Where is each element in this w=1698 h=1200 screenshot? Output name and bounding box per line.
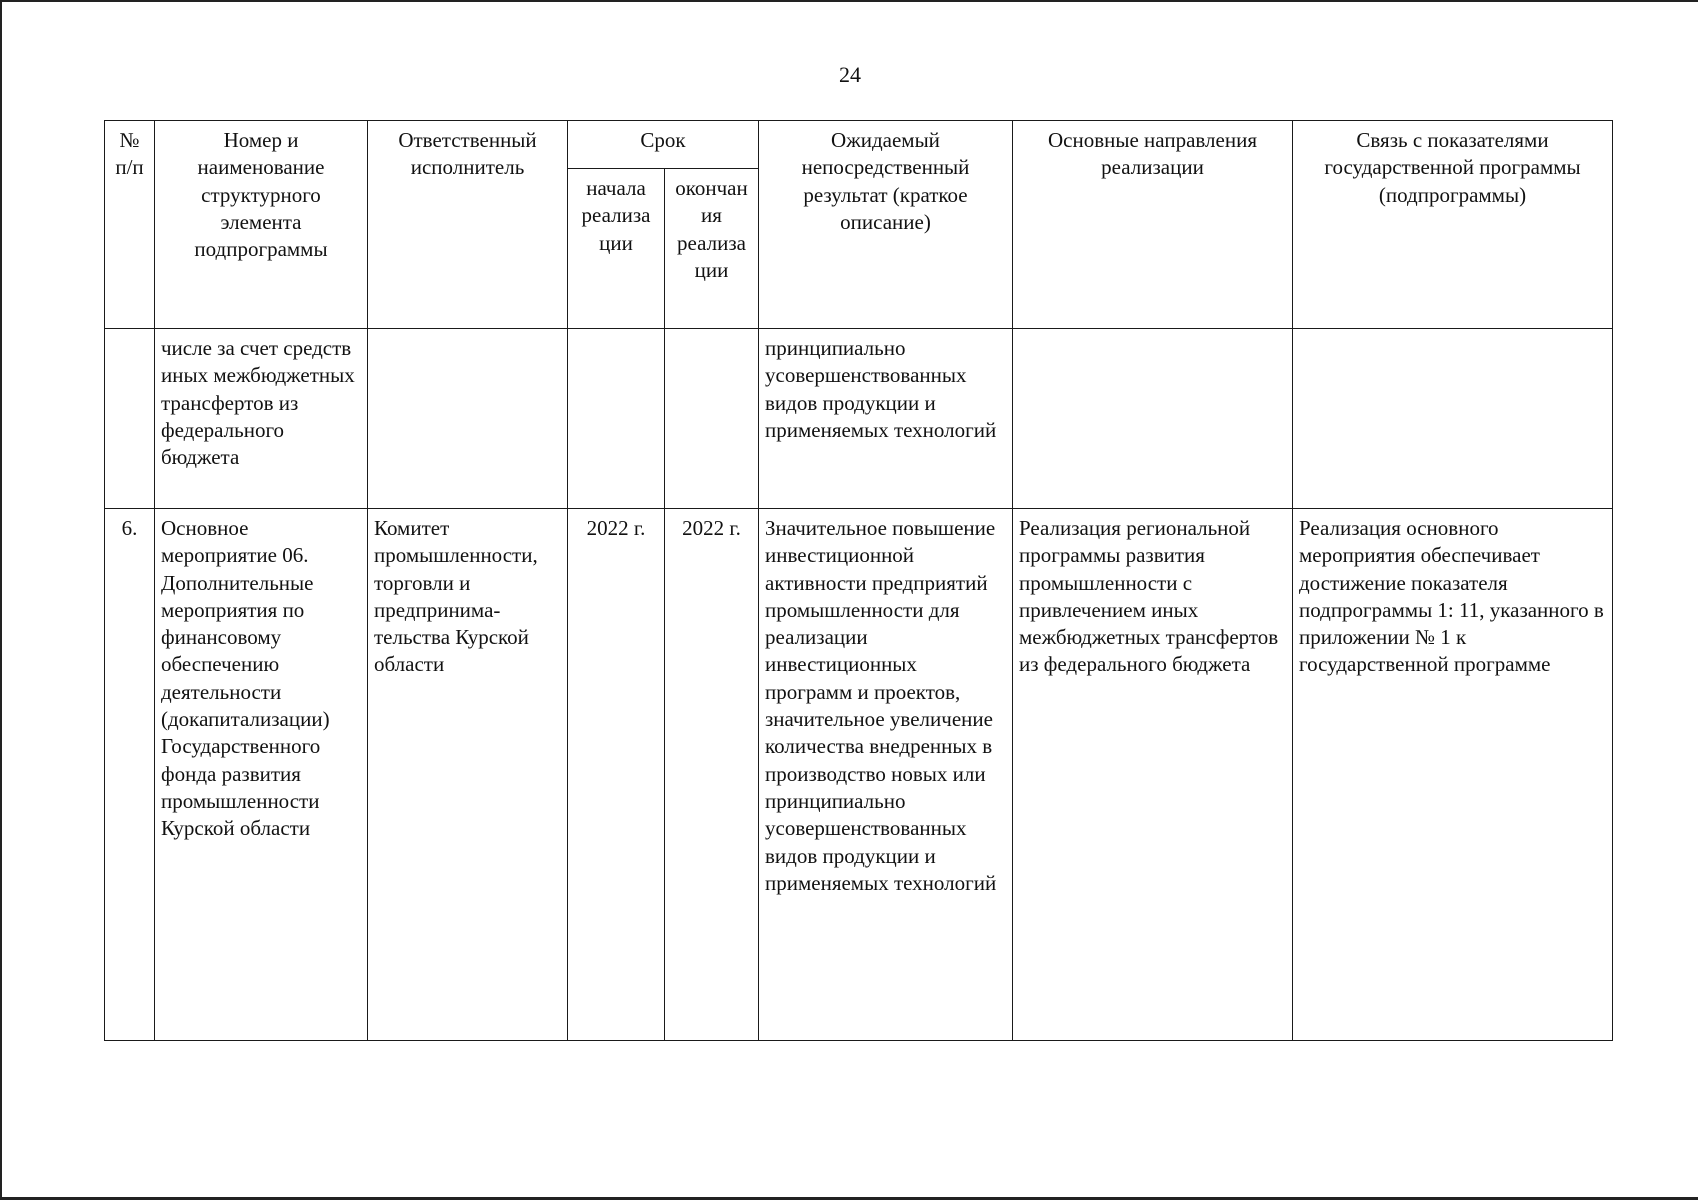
header-num: № п/п [105,121,155,329]
table-header-row [105,121,1613,169]
activities-table [104,120,1613,1041]
row-executor [368,329,568,509]
table-row [105,329,1613,509]
header-term: Срок [568,121,759,169]
row-start: 2022 г. [568,509,665,1041]
row-directions: Реализация региональной программы развития промышленности с привлечением иных межбюджетных трансфертов из федерального бюджета [1013,509,1293,1041]
header-end: окончан ия реализа ции [665,169,759,329]
header-result: Ожидаемый непосредственный результат (краткое описание) [759,121,1013,329]
row-num [105,329,155,509]
header-directions: Основные направления реализации [1013,121,1293,329]
row-link: Реализация основного мероприятия обеспечивает достижение показателя подпрограммы 1: 11, указанного в приложении № 1 к государственной программе [1293,509,1613,1041]
row-link [1293,329,1613,509]
row-result: Значительное повышение инвестиционной активности предприятий промышленности для реализации инвестиционных программ и проектов, значительное увеличение количества внедренных в производство новых или принципиально усовершенствованных видов продукции и применяемых технологий [759,509,1013,1041]
header-executor: Ответственный исполнитель [368,121,568,329]
table-row [105,509,1613,1041]
row-start [568,329,665,509]
header-link: Связь с показателями государственной программы (подпрограммы) [1293,121,1613,329]
row-end: 2022 г. [665,509,759,1041]
header-name: Номер и наименование структурного элемента подпрограммы [155,121,368,329]
row-result: принципиально усовершенствованных видов продукции и применяемых технологий [759,329,1013,509]
header-start: начала реализа ции [568,169,665,329]
row-end [665,329,759,509]
row-name: Основное мероприятие 06. Дополнительные мероприятия по финансовому обеспечению деятельности (докапитализации) Государственного фонда развития промышленности Курской области [155,509,368,1041]
row-directions [1013,329,1293,509]
row-executor: Комитет промышленности, торговли и предпринима-тельства Курской области [368,509,568,1041]
row-num: 6. [105,509,155,1041]
page-number: 24 [839,62,861,87]
row-name: числе за счет средств иных межбюджетных трансфертов из федерального бюджета [155,329,368,509]
